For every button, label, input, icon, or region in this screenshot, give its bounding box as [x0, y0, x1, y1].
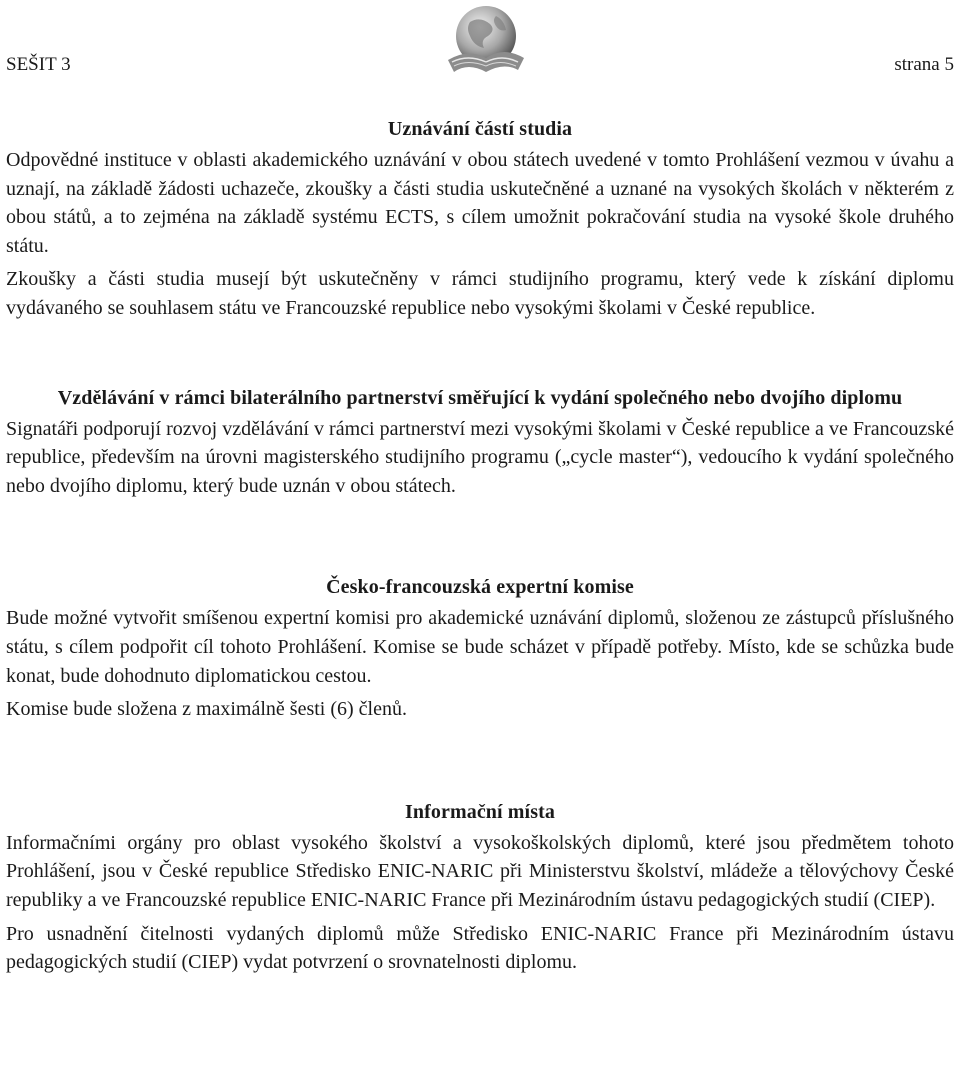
issue-label: SEŠIT 3	[6, 54, 71, 75]
paragraph: Pro usnadnění čitelnosti vydaných diplomů může Středisko ENIC-NARIC France při Mezinárodním ústavu pedagogických studií (CIEP) vydat potvrzení o srovnatelnosti diplomu.	[6, 922, 954, 974]
section-recognition	[6, 116, 954, 323]
paragraph: Zkoušky a části studia musejí být uskutečněny v rámci studijního programu, který vede k získání diplomu vydávaného se souhlasem státu ve Francouzské republice nebo vysokými školami v České republice.	[6, 268, 954, 319]
paragraph: Bude možné vytvořit smíšenou expertní komisi pro akademické uznávání diplomů, složenou ze zástupců příslušného státu, s cílem podpořit cíl tohoto Prohlášení. Komise se bude scházet v případě potřeby. Místo, kde se schůzka bude konat, bude dohodnuto diplomatickou cestou.	[6, 607, 954, 687]
section-heading: Uznávání částí studia	[387, 118, 573, 140]
paragraph: Signatáři podporují rozvoj vzdělávání v rámci partnerství mezi vysokými školami v České republice a ve Francouzské republice, především na úrovni magisterského studijního programu („cycle master“), vedoucího k vydání společného nebo dvojího diplomu, který bude uznán v obou státech.	[6, 417, 954, 497]
paragraph: Odpovědné instituce v oblasti akademického uznávání v obou státech uvedené v tomto Prohlášení vezmou v úvahu a uznají, na základě žádosti uchazeče, zkoušky a části studia uskutečněné a uznané na vysokých školách v některém z obou států, a to zejména na základě systému ECTS, s cílem umožnit pokračování studia na vysoké škole druhého státu.	[6, 149, 954, 257]
page-number: strana 5	[894, 54, 954, 75]
document-body	[6, 116, 954, 982]
section-heading: Vzdělávání v rámci bilaterálního partnerství směřující k vydání společného nebo dvojího diplomu	[57, 386, 903, 409]
section-heading: Informační místa	[405, 800, 555, 823]
globe-book-logo	[434, 2, 528, 82]
section-expert-commission	[6, 574, 954, 723]
paragraph: Komise bude složena z maximálně šesti (6) členů.	[6, 698, 407, 721]
section-information-centers	[6, 799, 954, 977]
paragraph: Informačními orgány pro oblast vysokého školství a vysokoškolských diplomů, které jsou předmětem tohoto Prohlášení, jsou v České republice Středisko ENIC-NARIC při Ministerstvu školství, mládeže a tělovýchovy České republiky a ve Francouzské republice ENIC-NARIC France při Mezinárodním ústavu pedagogických studií (CIEP).	[6, 831, 954, 911]
section-heading: Česko-francouzská expertní komise	[326, 576, 634, 599]
section-bilateral-partnership	[6, 385, 954, 501]
